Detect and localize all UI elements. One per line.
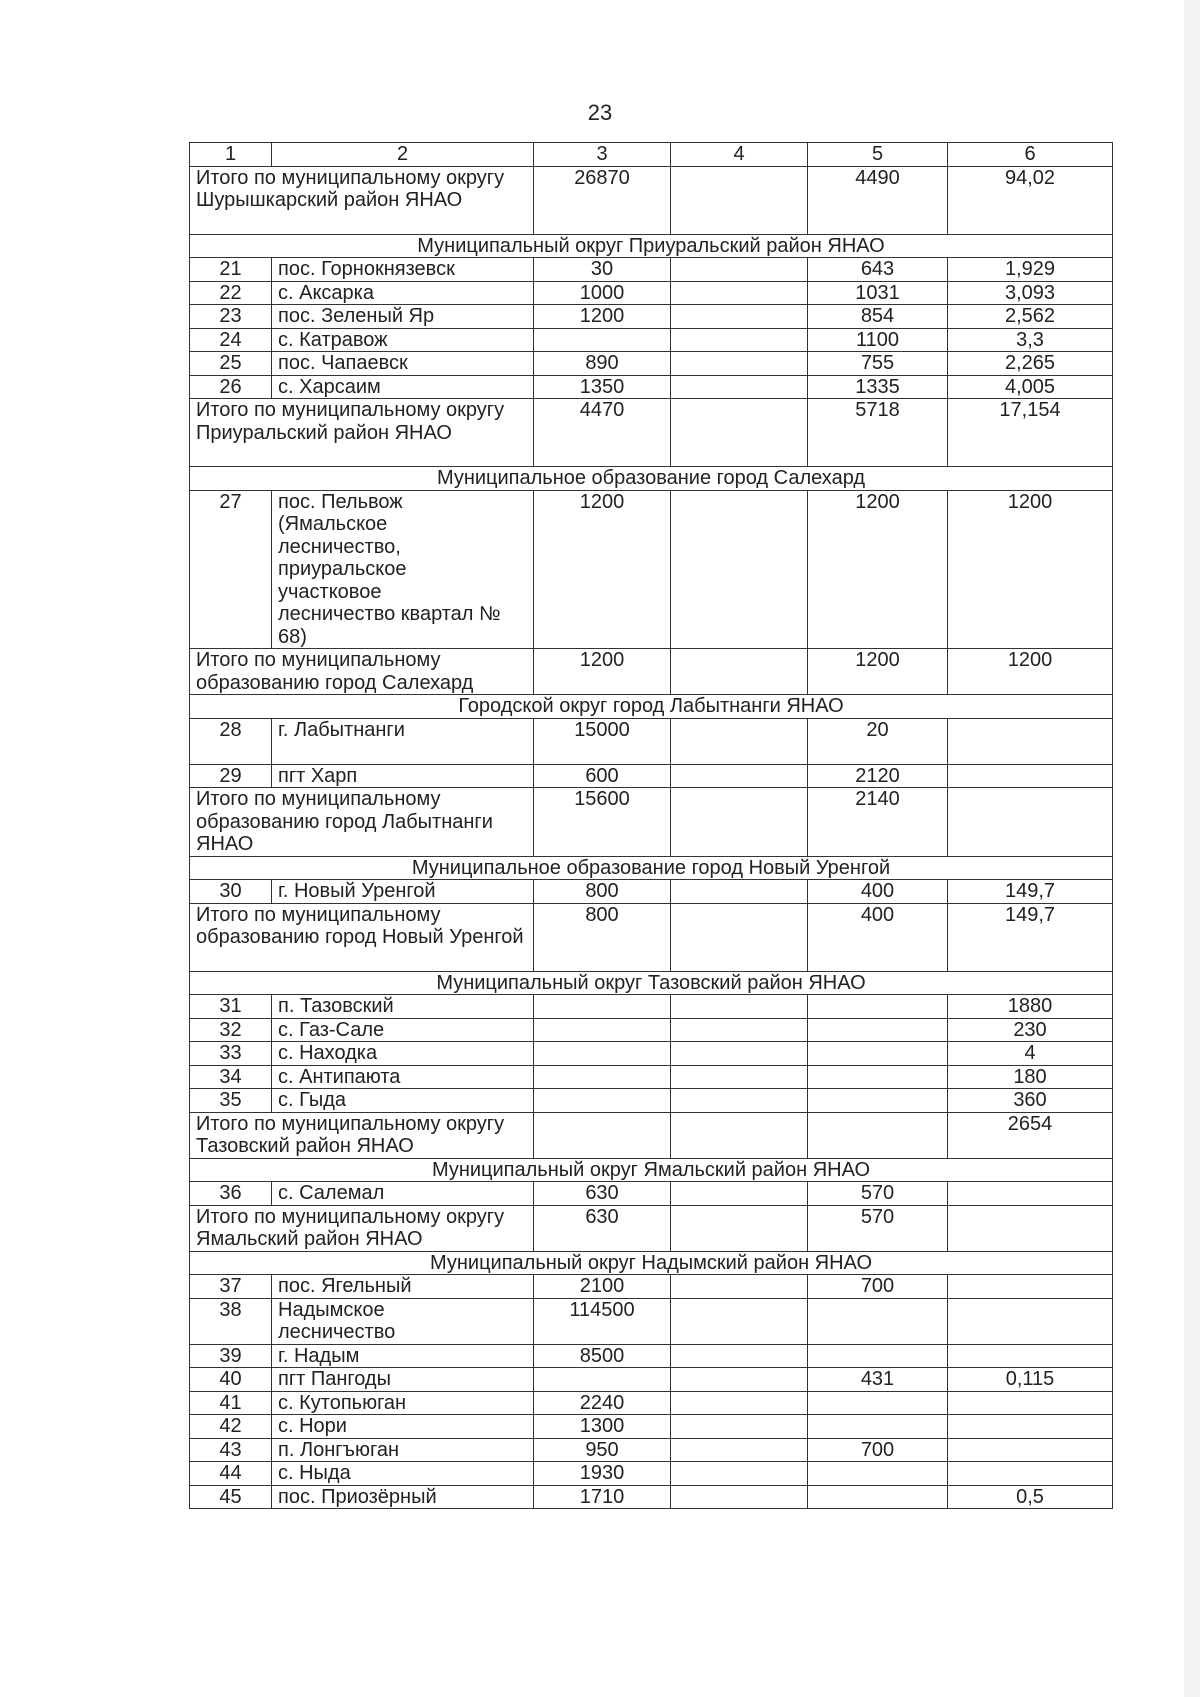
- row-name: с. Нори: [272, 1415, 534, 1439]
- table-cell: [671, 352, 808, 376]
- table-cell: [671, 1089, 808, 1113]
- table-cell: 700: [808, 1275, 948, 1299]
- table-cell: 1710: [534, 1485, 671, 1509]
- table-cell: 0,5: [948, 1485, 1113, 1509]
- table-row: [190, 1018, 1113, 1042]
- table-cell: [671, 903, 808, 971]
- header-cell: 5: [808, 143, 948, 167]
- section-title: Муниципальное образование город Салехард: [190, 467, 1113, 491]
- header-cell: 3: [534, 143, 671, 167]
- table-cell: 94,02: [948, 166, 1113, 234]
- table-row: [190, 718, 1113, 764]
- row-number: 26: [190, 375, 272, 399]
- table-cell: [808, 1344, 948, 1368]
- section-row: [190, 234, 1113, 258]
- table-cell: 755: [808, 352, 948, 376]
- table-cell: [534, 1065, 671, 1089]
- table-row: [190, 1042, 1113, 1066]
- row-number: 40: [190, 1368, 272, 1392]
- row-number: 37: [190, 1275, 272, 1299]
- table-cell: [671, 1298, 808, 1344]
- table-cell: 17,154: [948, 399, 1113, 467]
- table-cell: 800: [534, 903, 671, 971]
- table-cell: [671, 1368, 808, 1392]
- table-cell: [948, 1298, 1113, 1344]
- table-cell: 2100: [534, 1275, 671, 1299]
- table-cell: 360: [948, 1089, 1113, 1113]
- table-row: [190, 1298, 1113, 1344]
- table-cell: [671, 1275, 808, 1299]
- header-cell: 4: [671, 143, 808, 167]
- row-number: 44: [190, 1462, 272, 1486]
- total-label: Итого по муниципальному образованию город Лабытнанги ЯНАО: [190, 788, 534, 857]
- section-row: [190, 971, 1113, 995]
- table-cell: 1200: [948, 649, 1113, 695]
- row-name: с. Аксарка: [272, 281, 534, 305]
- section-title: Муниципальный округ Приуральский район ЯНАО: [190, 234, 1113, 258]
- table-cell: [534, 1112, 671, 1158]
- total-label: Итого по муниципальному образованию город Новый Уренгой: [190, 903, 534, 971]
- row-number: 43: [190, 1438, 272, 1462]
- row-name: пос. Зеленый Яр: [272, 305, 534, 329]
- table-cell: [671, 258, 808, 282]
- total-row: [190, 788, 1113, 857]
- table-cell: [671, 1344, 808, 1368]
- table-cell: 630: [534, 1182, 671, 1206]
- table-cell: 400: [808, 880, 948, 904]
- table-cell: [671, 788, 808, 857]
- total-row: [190, 903, 1113, 971]
- table-cell: [808, 1485, 948, 1509]
- table-cell: [671, 1205, 808, 1251]
- header-row: [190, 143, 1113, 167]
- table-cell: 1930: [534, 1462, 671, 1486]
- table-cell: [534, 1018, 671, 1042]
- row-name: пос. Горнокнязевск: [272, 258, 534, 282]
- table-cell: [671, 1391, 808, 1415]
- total-row: [190, 399, 1113, 467]
- total-row: [190, 1205, 1113, 1251]
- table-cell: [534, 1089, 671, 1113]
- table-cell: [671, 1182, 808, 1206]
- table-row: [190, 880, 1113, 904]
- table-cell: [534, 1368, 671, 1392]
- table-cell: 1,929: [948, 258, 1113, 282]
- table-row: [190, 1415, 1113, 1439]
- row-name: п. Тазовский: [272, 995, 534, 1019]
- table-row: [190, 258, 1113, 282]
- row-number: 35: [190, 1089, 272, 1113]
- table-cell: 1200: [534, 649, 671, 695]
- total-label: Итого по муниципальному округу Ямальский район ЯНАО: [190, 1205, 534, 1251]
- table-cell: 2240: [534, 1391, 671, 1415]
- table-cell: [671, 1462, 808, 1486]
- table-cell: 15600: [534, 788, 671, 857]
- table-row: [190, 1089, 1113, 1113]
- table-cell: [671, 1485, 808, 1509]
- table-cell: [671, 995, 808, 1019]
- table-cell: [948, 1415, 1113, 1439]
- table-cell: [948, 788, 1113, 857]
- section-title: Муниципальный округ Тазовский район ЯНАО: [190, 971, 1113, 995]
- row-name: п. Лонгъюган: [272, 1438, 534, 1462]
- table-row: [190, 1065, 1113, 1089]
- table-cell: [671, 490, 808, 649]
- table-cell: [808, 1065, 948, 1089]
- total-row: [190, 166, 1113, 234]
- table-row: [190, 995, 1113, 1019]
- table-cell: [671, 1065, 808, 1089]
- row-name: с. Кутопьюган: [272, 1391, 534, 1415]
- total-row: [190, 649, 1113, 695]
- table-cell: 2140: [808, 788, 948, 857]
- table-cell: [671, 649, 808, 695]
- row-number: 31: [190, 995, 272, 1019]
- row-name: пос. Пельвож (Ямальское лесничество, приуральское участковое лесничество квартал № 68): [272, 490, 534, 649]
- row-number: 33: [190, 1042, 272, 1066]
- table-cell: [808, 1112, 948, 1158]
- table-cell: [808, 1391, 948, 1415]
- table-cell: 5718: [808, 399, 948, 467]
- table-cell: [948, 1344, 1113, 1368]
- row-name: пгт Харп: [272, 764, 534, 788]
- table-cell: 800: [534, 880, 671, 904]
- table-cell: 1880: [948, 995, 1113, 1019]
- table-cell: 570: [808, 1205, 948, 1251]
- table-cell: [671, 328, 808, 352]
- table-cell: 20: [808, 718, 948, 764]
- table-cell: [948, 1275, 1113, 1299]
- table-row: [190, 490, 1113, 649]
- row-number: 38: [190, 1298, 272, 1344]
- row-number: 41: [190, 1391, 272, 1415]
- table-row: [190, 305, 1113, 329]
- table-cell: [671, 305, 808, 329]
- table-cell: 1200: [808, 490, 948, 649]
- table-cell: 630: [534, 1205, 671, 1251]
- row-number: 34: [190, 1065, 272, 1089]
- table-row: [190, 1275, 1113, 1299]
- section-row: [190, 695, 1113, 719]
- row-name: г. Новый Уренгой: [272, 880, 534, 904]
- table-cell: [808, 1462, 948, 1486]
- table-row: [190, 352, 1113, 376]
- table-cell: [671, 1112, 808, 1158]
- table-cell: 4470: [534, 399, 671, 467]
- table-row: [190, 1391, 1113, 1415]
- table-cell: 2120: [808, 764, 948, 788]
- table-cell: [808, 995, 948, 1019]
- row-name: Надымское лесничество: [272, 1298, 534, 1344]
- header-cell: 1: [190, 143, 272, 167]
- total-label: Итого по муниципальному округу Приуральский район ЯНАО: [190, 399, 534, 467]
- table-cell: 431: [808, 1368, 948, 1392]
- table-cell: 3,093: [948, 281, 1113, 305]
- table-cell: 2,265: [948, 352, 1113, 376]
- table-cell: [671, 399, 808, 467]
- total-label: Итого по муниципальному округу Шурышкарский район ЯНАО: [190, 166, 534, 234]
- table-cell: 1300: [534, 1415, 671, 1439]
- row-name: г. Лабытнанги: [272, 718, 534, 764]
- table-cell: [808, 1018, 948, 1042]
- table-cell: 4: [948, 1042, 1113, 1066]
- table-cell: [948, 764, 1113, 788]
- table-cell: [948, 1438, 1113, 1462]
- header-cell: 2: [272, 143, 534, 167]
- row-number: 22: [190, 281, 272, 305]
- table-cell: 570: [808, 1182, 948, 1206]
- table-cell: 1335: [808, 375, 948, 399]
- table-cell: [948, 1205, 1113, 1251]
- table-row: [190, 1485, 1113, 1509]
- row-name: пос. Ягельный: [272, 1275, 534, 1299]
- section-title: Городской округ город Лабытнанги ЯНАО: [190, 695, 1113, 719]
- total-row: [190, 1112, 1113, 1158]
- row-name: с. Катравож: [272, 328, 534, 352]
- table-cell: 1200: [808, 649, 948, 695]
- table-cell: 230: [948, 1018, 1113, 1042]
- table-cell: [948, 1391, 1113, 1415]
- table-cell: [534, 328, 671, 352]
- row-number: 28: [190, 718, 272, 764]
- section-title: Муниципальный округ Надымский район ЯНАО: [190, 1251, 1113, 1275]
- table-cell: 4490: [808, 166, 948, 234]
- row-number: 32: [190, 1018, 272, 1042]
- table-row: [190, 1462, 1113, 1486]
- row-number: 45: [190, 1485, 272, 1509]
- data-table: [189, 142, 1113, 1509]
- row-name: с. Антипаюта: [272, 1065, 534, 1089]
- table-cell: 1200: [948, 490, 1113, 649]
- table-cell: 114500: [534, 1298, 671, 1344]
- section-title: Муниципальный округ Ямальский район ЯНАО: [190, 1158, 1113, 1182]
- table-cell: [948, 718, 1113, 764]
- table-cell: [808, 1298, 948, 1344]
- table-cell: [671, 880, 808, 904]
- table-row: [190, 328, 1113, 352]
- table-cell: 643: [808, 258, 948, 282]
- row-number: 30: [190, 880, 272, 904]
- table-cell: 1200: [534, 305, 671, 329]
- total-label: Итого по муниципальному образованию город Салехард: [190, 649, 534, 695]
- row-number: 21: [190, 258, 272, 282]
- table-cell: 8500: [534, 1344, 671, 1368]
- section-row: [190, 1251, 1113, 1275]
- table-cell: 1000: [534, 281, 671, 305]
- row-name: с. Газ-Сале: [272, 1018, 534, 1042]
- table-cell: 1200: [534, 490, 671, 649]
- section-row: [190, 467, 1113, 491]
- row-number: 25: [190, 352, 272, 376]
- row-name: с. Находка: [272, 1042, 534, 1066]
- table-row: [190, 1438, 1113, 1462]
- table-cell: [671, 375, 808, 399]
- table-cell: [671, 1415, 808, 1439]
- table-cell: [671, 1042, 808, 1066]
- section-row: [190, 1158, 1113, 1182]
- table-cell: 180: [948, 1065, 1113, 1089]
- table-row: [190, 764, 1113, 788]
- row-name: с. Салемал: [272, 1182, 534, 1206]
- table-cell: 2654: [948, 1112, 1113, 1158]
- table-row: [190, 281, 1113, 305]
- row-number: 42: [190, 1415, 272, 1439]
- table-cell: 1350: [534, 375, 671, 399]
- row-name: с. Гыда: [272, 1089, 534, 1113]
- table-row: [190, 375, 1113, 399]
- table-cell: 0,115: [948, 1368, 1113, 1392]
- table-cell: 3,3: [948, 328, 1113, 352]
- table-cell: 26870: [534, 166, 671, 234]
- row-number: 29: [190, 764, 272, 788]
- table-row: [190, 1182, 1113, 1206]
- table-cell: [671, 718, 808, 764]
- page-number: 23: [587, 100, 613, 125]
- table-cell: [671, 764, 808, 788]
- table-cell: 1100: [808, 328, 948, 352]
- row-number: 39: [190, 1344, 272, 1368]
- table-cell: 950: [534, 1438, 671, 1462]
- table-cell: 890: [534, 352, 671, 376]
- table-row: [190, 1344, 1113, 1368]
- section-title: Муниципальное образование город Новый Уренгой: [190, 856, 1113, 880]
- row-name: пос. Чапаевск: [272, 352, 534, 376]
- table-cell: [808, 1089, 948, 1113]
- row-number: 36: [190, 1182, 272, 1206]
- table-cell: [671, 281, 808, 305]
- row-name: пос. Приозёрный: [272, 1485, 534, 1509]
- table-cell: [534, 1042, 671, 1066]
- table-cell: 4,005: [948, 375, 1113, 399]
- table-cell: 400: [808, 903, 948, 971]
- table-cell: 15000: [534, 718, 671, 764]
- row-number: 24: [190, 328, 272, 352]
- table-cell: 854: [808, 305, 948, 329]
- table-cell: 600: [534, 764, 671, 788]
- section-row: [190, 856, 1113, 880]
- row-name: с. Харсаим: [272, 375, 534, 399]
- row-name: г. Надым: [272, 1344, 534, 1368]
- table-cell: [671, 1018, 808, 1042]
- row-number: 23: [190, 305, 272, 329]
- table-cell: 2,562: [948, 305, 1113, 329]
- row-number: 27: [190, 490, 272, 649]
- table-cell: 30: [534, 258, 671, 282]
- table-cell: [948, 1182, 1113, 1206]
- table-cell: 1031: [808, 281, 948, 305]
- table-cell: 149,7: [948, 903, 1113, 971]
- table-cell: [671, 1438, 808, 1462]
- table-cell: [948, 1462, 1113, 1486]
- table-cell: [671, 166, 808, 234]
- row-name: пгт Пангоды: [272, 1368, 534, 1392]
- total-label: Итого по муниципальному округу Тазовский район ЯНАО: [190, 1112, 534, 1158]
- table-row: [190, 1368, 1113, 1392]
- table-cell: [808, 1042, 948, 1066]
- table-cell: [534, 995, 671, 1019]
- table-cell: [808, 1415, 948, 1439]
- header-cell: 6: [948, 143, 1113, 167]
- table-cell: 700: [808, 1438, 948, 1462]
- table-cell: 149,7: [948, 880, 1113, 904]
- row-name: с. Ныда: [272, 1462, 534, 1486]
